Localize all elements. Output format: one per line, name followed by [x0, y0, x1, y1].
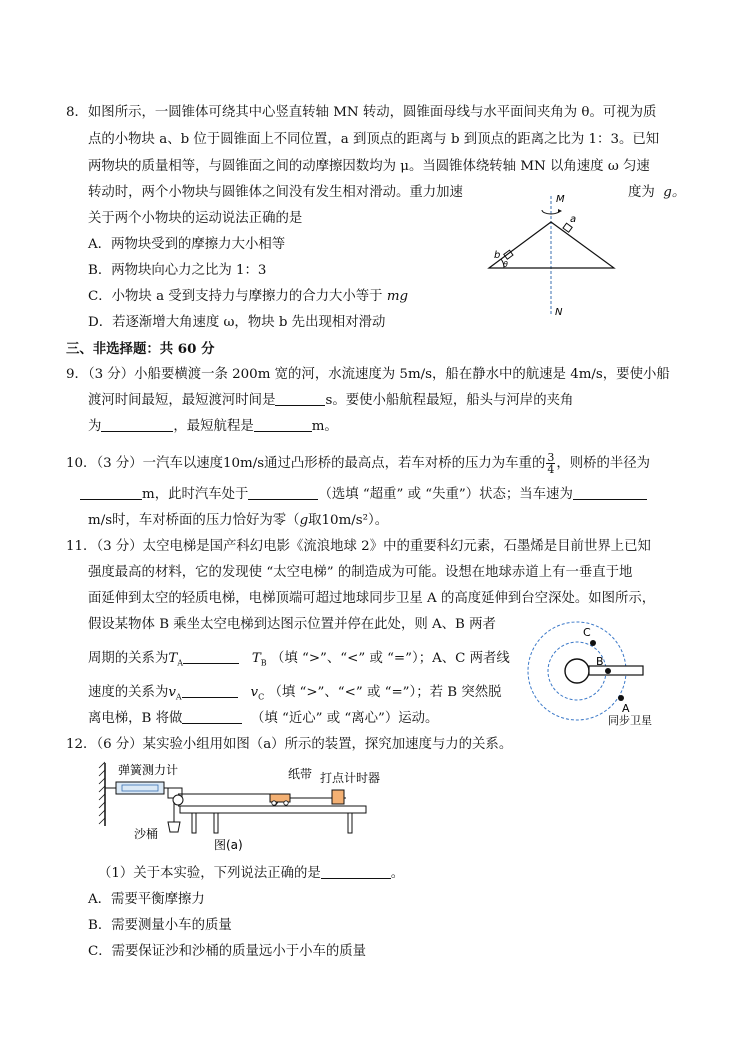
q10-line3 [88, 512, 388, 530]
q9-blank-time[interactable] [275, 392, 325, 406]
q10-line1 [66, 452, 650, 475]
satellite-A [618, 695, 624, 701]
q8-line3: 两物块的质量相等，与圆锥面之间的动摩擦因数均为 μ。当圆锥体绕转轴 MN 以角速度 ω 匀速 [88, 159, 650, 174]
label-timer: 打点计时器 [320, 771, 381, 785]
q12-line1: 12．（6 分）某实验小组用如图（a）所示的装置，探究加速度与力的关系。 [66, 737, 513, 752]
q9-line2-b: s。要使小船航程最短，船头与河岸的夹角 [325, 393, 574, 408]
q8-line4b [628, 184, 685, 202]
label-N: N [555, 307, 563, 318]
q10-blank-speed[interactable] [573, 486, 647, 500]
object-B [605, 668, 611, 674]
label-B: B [596, 655, 604, 668]
q11-line7-b: （填 “近心” 或 “离心”）运动。 [250, 711, 439, 726]
q8-line1: 8．如图所示，一圆锥体可绕其中心竖直转轴 MN 转动，圆锥面母线与水平面间夹角为 θ。可视为质 [66, 105, 657, 120]
q12-sub1-end: 。 [390, 866, 405, 881]
q9-line3 [88, 418, 338, 436]
q8-line4a: 转动时，两个小物块与圆锥体之间没有发生相对滑动。重力加速 [88, 185, 463, 200]
label-sync-satellite: 同步卫星 [608, 714, 652, 726]
q8-option-c-text: C．小物块 a 受到支持力与摩擦力的合力大小等于 [88, 289, 383, 304]
apparatus-figure [96, 758, 386, 858]
spring-scale [116, 782, 164, 794]
label-spring-scale: 弹簧测力计 [118, 763, 179, 777]
q11-line5-b: （填 “>”、“<” 或 “=”）；A、C 两者线 [270, 651, 510, 666]
q10-line1-a: 10．（3 分）一汽车以速度10m/s通过凸形桥的最高点，若车对桥的压力为车重的 [66, 456, 546, 471]
q11-line6 [88, 684, 502, 707]
timer-device [332, 790, 344, 804]
orbit-figure [526, 614, 676, 726]
q10-blank-state[interactable] [248, 486, 318, 500]
q10-frac-den: 4 [547, 463, 555, 476]
q8-option-b: B．两物块向心力之比为 1：3 [88, 263, 267, 278]
label-paper-tape: 纸带 [288, 767, 313, 781]
q10-blank-radius[interactable] [80, 486, 142, 500]
q8-line2: 点的小物块 a、b 位于圆锥面上不同位置，a 到顶点的距离与 b 到顶点的距离之比为 1：3。已知 [88, 132, 660, 147]
q11-TA-sub: A [177, 658, 184, 668]
q11-line4: 假设某物体 B 乘坐太空电梯到达图示位置并停在此处，则 A、B 两者 [88, 617, 496, 632]
label-M: M [556, 194, 565, 205]
q12-option-b: B．需要测量小车的质量 [88, 918, 232, 933]
q11-blank-velocity[interactable] [182, 684, 238, 698]
q9-line2-a: 渡河时间最短，最短渡河时间是 [88, 393, 276, 408]
q11-line6-a: 速度的关系为 [88, 685, 169, 700]
q9-line3-b: ，最短航程是 [173, 419, 254, 434]
q11-vA-sub: A [175, 692, 182, 702]
q8-line4b-text: 度为 [628, 185, 655, 200]
q10-line2-b: （选填 “超重” 或 “失重”）状态；当车速为 [318, 487, 573, 502]
object-C [590, 640, 596, 646]
q12-sub1 [98, 865, 404, 883]
q8-option-c [88, 288, 408, 306]
q11-line1: 11．（3 分）太空电梯是国产科幻电影《流浪地球 2》中的重要科幻元素，石墨烯是目前世界上已知 [66, 539, 651, 554]
label-sand-bucket: 沙桶 [134, 827, 159, 841]
q11-line7 [88, 710, 438, 728]
q9-line1: 9．（3 分）小船要横渡一条 200m 宽的河，水流速度为 5m/s，船在静水中的航速是 4m/s，要使小船 [66, 367, 670, 382]
q11-TB: T [251, 651, 261, 666]
q8-option-d: D．若逐渐增大角速度 ω，物块 b 先出现相对滑动 [88, 315, 386, 330]
q10-fraction [546, 452, 555, 475]
label-b: b [494, 250, 501, 261]
section-heading: 三、非选择题：共 60 分 [66, 341, 215, 357]
label-a: a [570, 214, 577, 225]
q12-blank-answer[interactable] [321, 865, 391, 879]
q10-line2 [80, 486, 647, 504]
q8-option-c-mg: mg [386, 289, 409, 304]
q9-line3-a: 为 [88, 419, 102, 434]
q11-blank-motion[interactable] [182, 710, 242, 724]
q11-vC-sub: C [258, 692, 265, 702]
q11-vA: v [168, 685, 176, 700]
q10-g-symbol: g [299, 513, 309, 528]
q12-option-a: A．需要平衡摩擦力 [88, 892, 205, 907]
q8-line5: 关于两个小物块的运动说法正确的是 [88, 211, 303, 226]
track-board [180, 806, 366, 813]
q8-g-symbol: g。 [663, 185, 686, 200]
sand-bucket [168, 822, 180, 832]
q11-TA: T [168, 651, 178, 666]
cone-figure [484, 188, 624, 323]
q10-frac-num: 3 [547, 451, 555, 464]
q9-line2 [88, 392, 573, 410]
q11-line5-a: 周期的关系为 [88, 651, 169, 666]
q12-option-c: C．需要保证沙和沙桶的质量远小于小车的质量 [88, 944, 367, 959]
q11-line6-b: （填 “>”、“<” 或 “=”）；若 B 突然脱 [268, 685, 502, 700]
q9-blank-distance[interactable] [254, 418, 312, 432]
q11-blank-period[interactable] [183, 650, 239, 664]
earth [565, 659, 589, 683]
q12-sub1-text: （1）关于本实验，下列说法正确的是 [98, 866, 321, 881]
q9-blank-angle[interactable] [101, 418, 173, 432]
q10-line1-b: ，则桥的半径为 [556, 456, 651, 471]
q11-vC: v [250, 685, 259, 700]
q11-line2: 强度最高的材料，它的发现使 “太空电梯” 的制造成为可能。设想在地球赤道上有一垂直于地 [88, 565, 633, 580]
label-C: C [583, 626, 591, 639]
label-theta: θ [503, 260, 508, 269]
q8-option-a: A．两物块受到的摩擦力大小相等 [88, 237, 286, 252]
q9-line3-c: m。 [311, 419, 338, 434]
q11-TB-sub: B [260, 658, 267, 668]
q11-line3: 面延伸到太空的轻质电梯，电梯顶端可超过地球同步卫星 A 的高度延伸到台空深处。如图所示， [88, 591, 656, 606]
figure-caption: 图(a) [214, 838, 243, 852]
q10-line3-b: 取10m/s²）。 [308, 513, 389, 528]
q10-line2-a: m，此时汽车处于 [142, 487, 249, 502]
q10-line3-a: m/s时，车对桥面的压力恰好为零（ [88, 513, 300, 528]
label-A: A [622, 702, 630, 715]
q11-line7-a: 离电梯，B 将做 [88, 711, 183, 726]
q11-line5 [88, 650, 510, 673]
